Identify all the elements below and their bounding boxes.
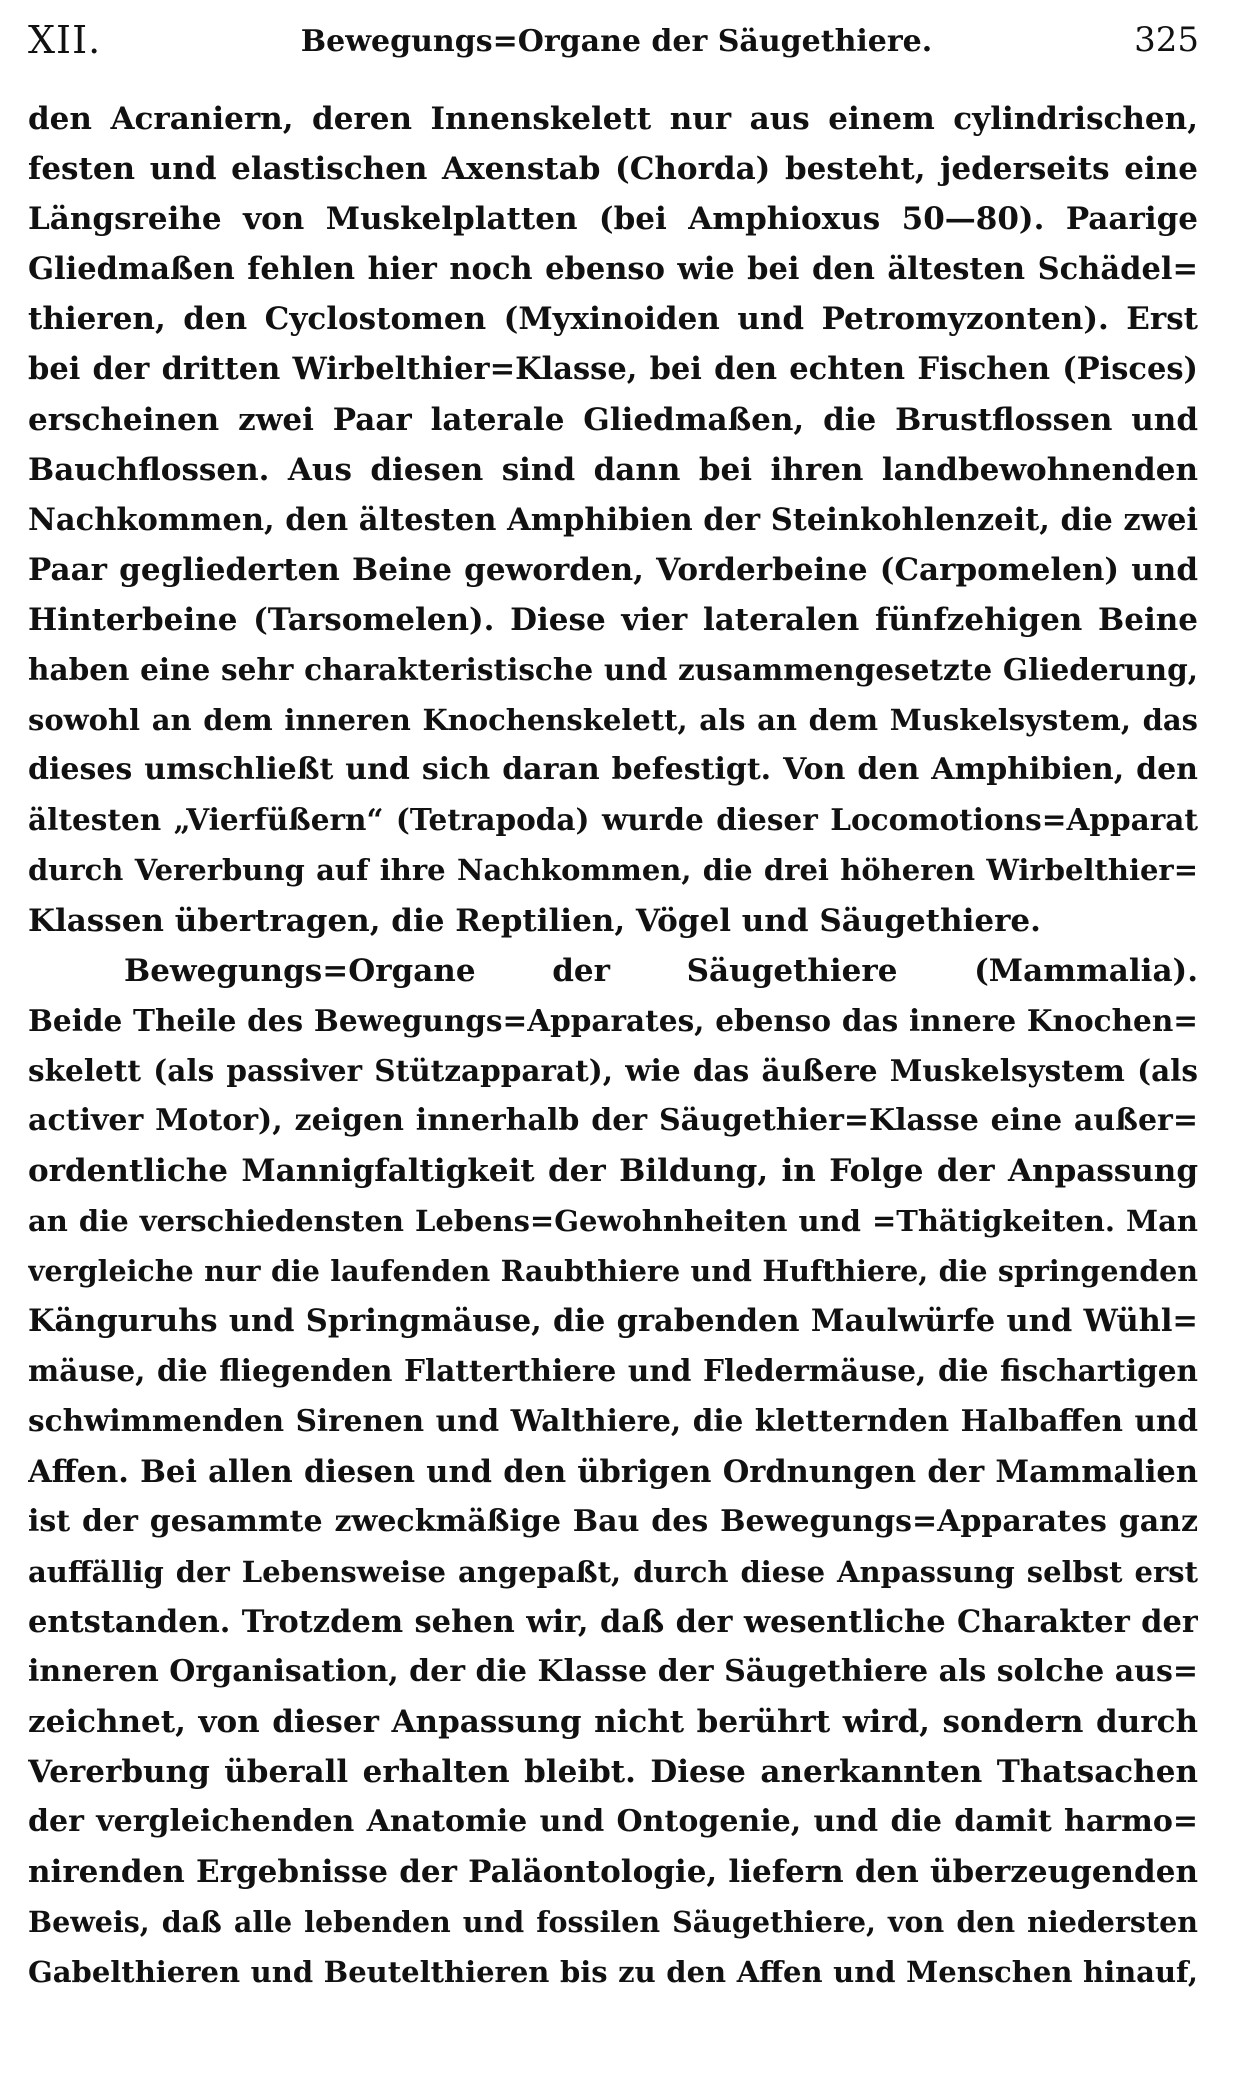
text-line: Beweis, daß alle lebenden und fossilen Säugethiere, von den niedersten (28, 1905, 1198, 1940)
text-line: haben eine sehr charakteristische und zusammengesetzte Gliederung, (28, 652, 1198, 688)
text-line: Bauchflossen. Aus diesen sind dann bei ihren landbewohnenden (28, 451, 1198, 488)
text-line: der vergleichenden Anatomie und Ontogenie, und die damit harmo= (28, 1804, 1198, 1840)
page-number: 325 (1134, 20, 1199, 60)
text-line: Gliedmaßen fehlen hier noch ebenso wie bei den ältesten Schädel= (28, 251, 1198, 288)
text-line: vergleiche nur die laufenden Raubthiere und Hufthiere, die springenden (28, 1254, 1198, 1289)
text-line: Känguruhs und Springmäuse, die grabenden Maulwürfe und Wühl= (28, 1303, 1198, 1340)
text-line: schwimmenden Sirenen und Walthiere, die kletternden Halbaffen und (28, 1403, 1198, 1439)
text-line: zeichnet, von dieser Anpassung nicht berührt wird, sondern durch (28, 1704, 1198, 1740)
body-text (28, 94, 1198, 1998)
text-line: bei der dritten Wirbelthier=Klasse, bei den echten Fischen (Pisces) (28, 351, 1198, 388)
text-line: inneren Organisation, der die Klasse der Säugethiere als solche aus= (28, 1653, 1198, 1689)
text-line: Affen. Bei allen diesen und den übrigen Ordnungen der Mammalien (28, 1453, 1198, 1490)
text-line: mäuse, die fliegenden Flatterthiere und Fledermäuse, die fischartigen (28, 1353, 1198, 1389)
text-line: Vererbung überall erhalten bleibt. Diese anerkannten Thatsachen (28, 1754, 1198, 1791)
text-line: sowohl an dem inneren Knochenskelett, als an dem Muskelsystem, das (28, 703, 1198, 738)
text-line: Nachkommen, den ältesten Amphibien der Steinkohlenzeit, die zwei (28, 501, 1198, 538)
text-line: erscheinen zwei Paar laterale Gliedmaßen, die Brustflossen und (28, 401, 1198, 438)
text-line: auffällig der Lebensweise angepaßt, durch diese Anpassung selbst erst (28, 1554, 1198, 1589)
text-line: ordentliche Mannigfaltigkeit der Bildung, in Folge der Anpassung (28, 1152, 1198, 1189)
text-line: festen und elastischen Axenstab (Chorda) besteht, jederseits eine (28, 151, 1198, 188)
running-title: Bewegungs=Organe der Säugethiere. (300, 24, 933, 59)
text-line: Gabelthieren und Beutelthieren bis zu den Affen und Menschen hinauf, (28, 1955, 1198, 1990)
paragraph-end-line: Klassen übertragen, die Reptilien, Vögel und Säugethiere. (28, 902, 1041, 939)
text-line: nirenden Ergebnisse der Paläontologie, liefern den überzeugenden (28, 1854, 1198, 1891)
section-heading-line: Bewegungs=Organe der Säugethiere (Mammalia). (124, 952, 1198, 989)
text-line: durch Vererbung auf ihre Nachkommen, die drei höheren Wirbelthier= (28, 853, 1198, 888)
text-line: Hinterbeine (Tarsomelen). Diese vier lateralen fünfzehigen Beine (28, 601, 1198, 638)
text-line: skelett (als passiver Stützapparat), wie das äußere Muskelsystem (als (28, 1052, 1198, 1088)
chapter-number: XII. (28, 18, 102, 62)
text-line: ist der gesammte zweckmäßige Bau des Bewegungs=Apparates ganz (28, 1503, 1198, 1539)
text-line: activer Motor), zeigen innerhalb der Säugethier=Klasse eine außer= (28, 1102, 1198, 1138)
text-line: Längsreihe von Muskelplatten (bei Amphioxus 50—80). Paarige (28, 201, 1198, 238)
text-line: ältesten „Vierfüßern“ (Tetrapoda) wurde dieser Locomotions=Apparat (28, 802, 1198, 838)
text-line: den Acraniern, deren Innenskelett nur aus einem cylindrischen, (28, 101, 1198, 137)
text-line: Paar gegliederten Beine geworden, Vorderbeine (Carpomelen) und (28, 551, 1198, 588)
text-line: entstanden. Trotzdem sehen wir, daß der wesentliche Charakter der (28, 1603, 1198, 1640)
page-header (28, 18, 1205, 74)
text-line: Beide Theile des Bewegungs=Apparates, ebenso das innere Knochen= (28, 1002, 1198, 1038)
text-line: dieses umschließt und sich daran befestigt. Von den Amphibien, den (28, 752, 1198, 788)
text-line: thieren, den Cyclostomen (Myxinoiden und Petromyzonten). Erst (28, 301, 1198, 338)
text-line: an die verschiedensten Lebens=Gewohnheiten und =Thätigkeiten. Man (28, 1204, 1198, 1239)
